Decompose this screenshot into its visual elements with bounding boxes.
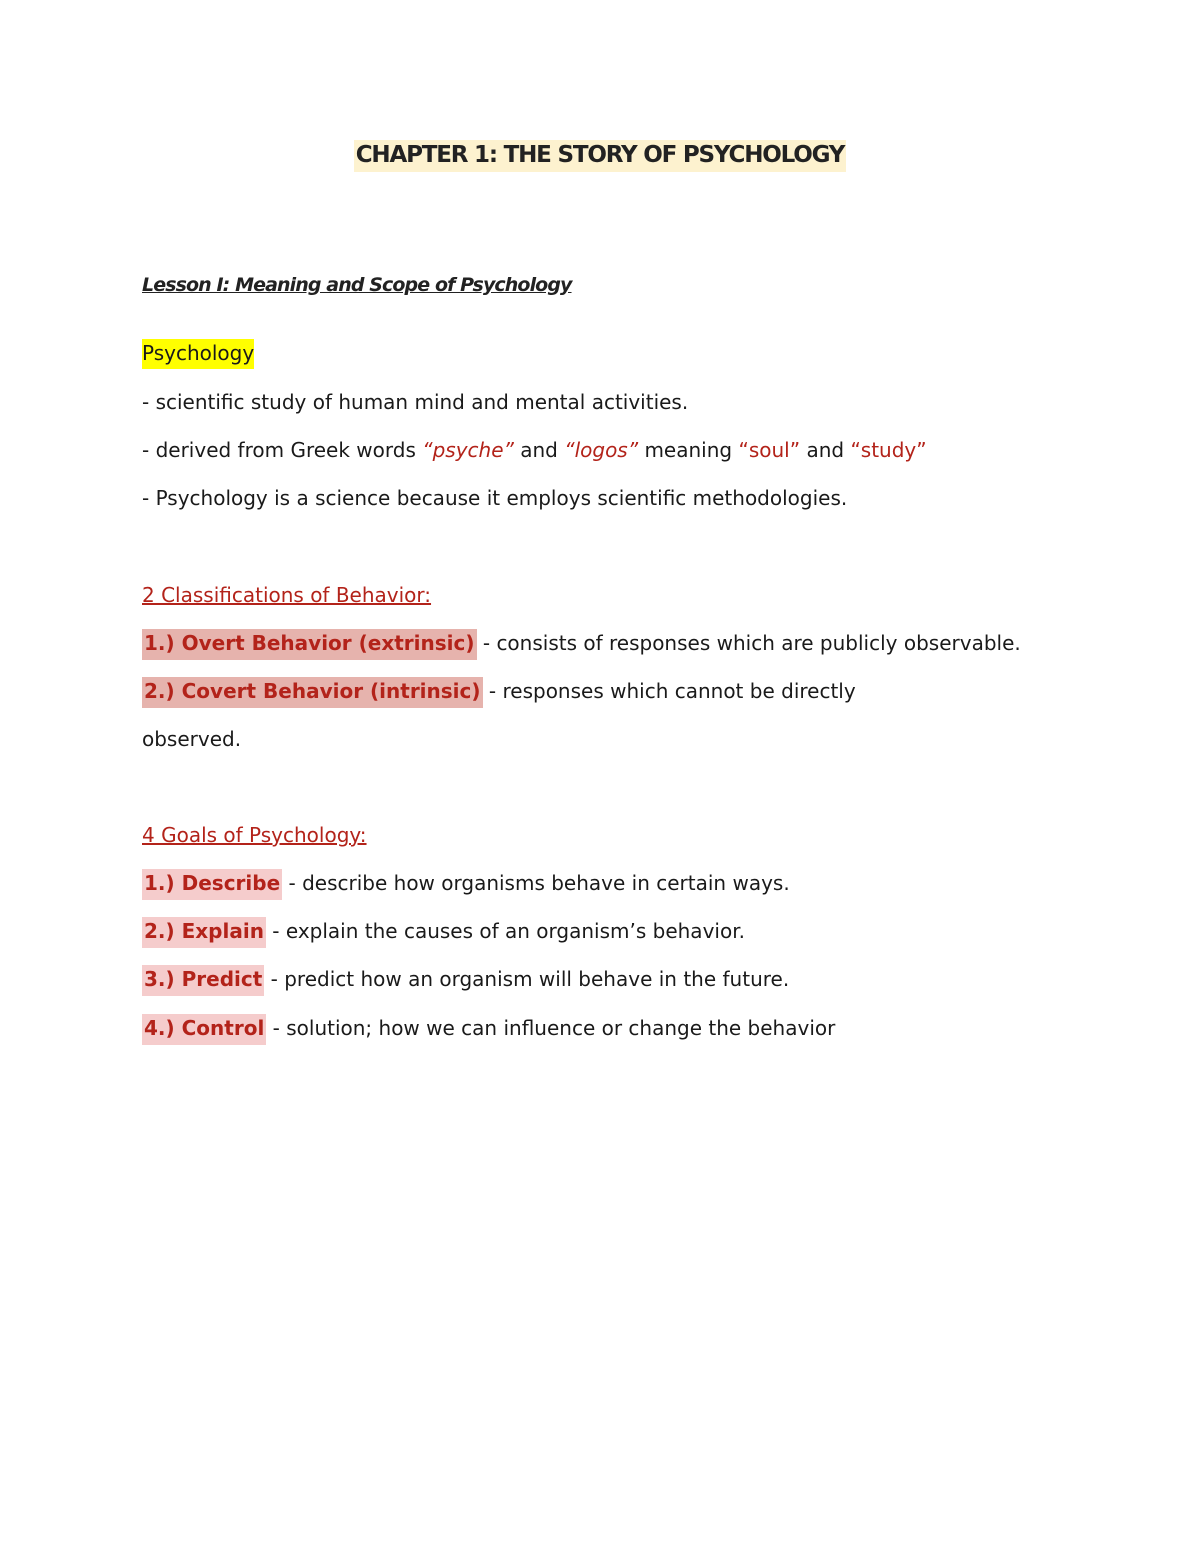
chapter-title-text: CHAPTER 1: THE STORY OF PSYCHOLOGY: [354, 140, 847, 172]
goal-control-label: 4.) Control: [142, 1014, 266, 1045]
psychology-term: Psychology: [142, 339, 254, 369]
goal-control-text: - solution; how we can influence or change the behavior: [266, 1016, 836, 1040]
goal-item-describe: [142, 869, 790, 897]
goal-explain-text: - explain the causes of an organism’s behavior.: [265, 919, 745, 943]
covert-behavior-label: 2.) Covert Behavior (intrinsic): [142, 677, 483, 708]
classification-item-covert: [142, 677, 856, 705]
goal-describe-label: 1.) Describe: [142, 869, 282, 900]
psychology-definition-3: - Psychology is a science because it employs scientific methodologies.: [142, 486, 848, 510]
classifications-heading: 2 Classifications of Behavior:: [142, 583, 432, 607]
overt-behavior-label: 1.) Overt Behavior (extrinsic): [142, 629, 477, 660]
goal-item-predict: [142, 965, 789, 993]
goal-item-explain: [142, 917, 745, 945]
goals-heading: 4 Goals of Psychology:: [142, 823, 367, 847]
def2-part-b: and: [513, 438, 565, 462]
overt-behavior-description: consists of responses which are publicly observable.: [496, 631, 1021, 655]
meaning-study: “study”: [850, 438, 927, 462]
goal-describe-text: - describe how organisms behave in certain ways.: [282, 871, 790, 895]
def2-part-c: meaning: [638, 438, 739, 462]
covert-separator: -: [482, 679, 503, 703]
def2-part-a: - derived from Greek words: [142, 438, 423, 462]
psychology-term-line: [142, 339, 254, 367]
goal-predict-label: 3.) Predict: [142, 965, 264, 996]
psychology-definition-2: [142, 436, 927, 464]
chapter-title: [0, 142, 1200, 168]
lesson-heading: Lesson I: Meaning and Scope of Psychology: [142, 274, 572, 296]
covert-behavior-continuation: observed.: [142, 727, 242, 751]
covert-behavior-description: responses which cannot be directly: [502, 679, 856, 703]
overt-separator: -: [476, 631, 497, 655]
goal-explain-label: 2.) Explain: [142, 917, 266, 948]
classification-item-overt: [142, 629, 1021, 657]
psychology-definition-1: - scientific study of human mind and mental activities.: [142, 390, 689, 414]
greek-word-psyche: “psyche”: [422, 438, 514, 462]
def2-part-d: and: [800, 438, 851, 462]
goal-item-control: [142, 1014, 835, 1042]
goal-predict-text: - predict how an organism will behave in the future.: [264, 967, 790, 991]
greek-word-logos: “logos”: [564, 438, 639, 462]
meaning-soul: “soul”: [738, 438, 801, 462]
